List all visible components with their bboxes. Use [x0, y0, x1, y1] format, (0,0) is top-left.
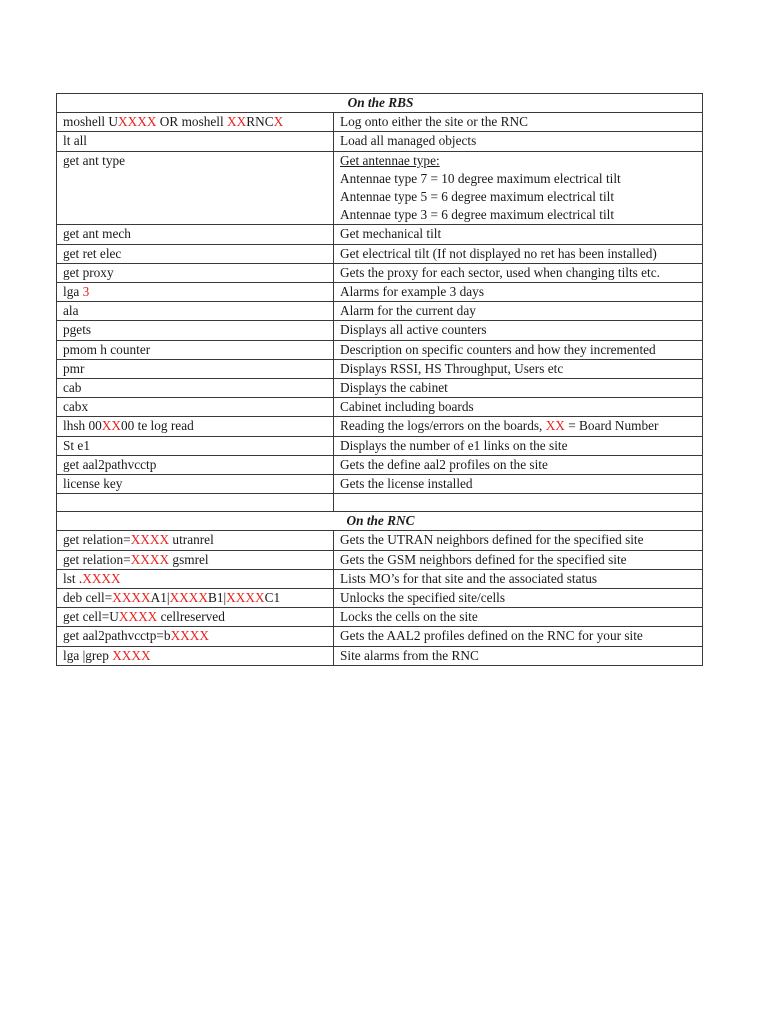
command-cell: get ant mech: [57, 225, 334, 244]
command-cell: ala: [57, 302, 334, 321]
table-row: [57, 302, 703, 321]
description-line: Antennae type 3 = 6 degree maximum electrical tilt: [340, 207, 615, 223]
empty-cell: [57, 494, 334, 512]
command-cell: get relation=XXXX gsmrel: [57, 550, 334, 569]
description-cell: Displays RSSI, HS Throughput, Users etc: [334, 359, 703, 378]
command-cell: lga 3: [57, 283, 334, 302]
table-row: [57, 417, 703, 436]
description-cell: [334, 151, 703, 225]
command-cell: get ant type: [57, 151, 334, 225]
description-cell: Gets the GSM neighbors defined for the specified site: [334, 550, 703, 569]
command-cell: get aal2pathvcctp=bXXXX: [57, 627, 334, 646]
table-row: [57, 398, 703, 417]
table-row: [57, 436, 703, 455]
section-header-row: [57, 512, 703, 531]
description-cell: Displays the number of e1 links on the site: [334, 436, 703, 455]
command-cell: lt all: [57, 132, 334, 151]
description-cell: Load all managed objects: [334, 132, 703, 151]
description-cell: Alarms for example 3 days: [334, 283, 703, 302]
command-cell: deb cell=XXXXA1|XXXXB1|XXXXC1: [57, 589, 334, 608]
command-cell: pgets: [57, 321, 334, 340]
command-cell: cab: [57, 379, 334, 398]
table-row: [57, 132, 703, 151]
command-cell: get ret elec: [57, 244, 334, 263]
spacer-row: [57, 494, 703, 512]
description-cell: Gets the define aal2 profiles on the site: [334, 455, 703, 474]
command-cell: moshell UXXXX OR moshell XXRNCX: [57, 113, 334, 132]
table-row: [57, 475, 703, 494]
description-cell: Alarm for the current day: [334, 302, 703, 321]
description-cell: Get mechanical tilt: [334, 225, 703, 244]
table-row: [57, 589, 703, 608]
table-row: [57, 283, 703, 302]
table-row: [57, 225, 703, 244]
table-row: [57, 359, 703, 378]
table-row: [57, 113, 703, 132]
command-cell: license key: [57, 475, 334, 494]
table-row: [57, 244, 703, 263]
table-row: [57, 608, 703, 627]
table-row: [57, 531, 703, 550]
table-row: [57, 550, 703, 569]
description-heading: Get antennae type:: [340, 152, 440, 168]
section-title-rnc: On the RNC: [57, 512, 703, 531]
description-line: Antennae type 5 = 6 degree maximum electrical tilt: [340, 189, 615, 205]
command-cell: cabx: [57, 398, 334, 417]
section-title-rbs: On the RBS: [57, 94, 703, 113]
description-cell: Site alarms from the RNC: [334, 646, 703, 665]
command-cell: St e1: [57, 436, 334, 455]
description-cell: Gets the UTRAN neighbors defined for the specified site: [334, 531, 703, 550]
table-row: [57, 321, 703, 340]
table-row: [57, 379, 703, 398]
table-row: [57, 455, 703, 474]
table-row: [57, 340, 703, 359]
section-header-row: [57, 94, 703, 113]
command-cell: pmr: [57, 359, 334, 378]
command-cell: pmom h counter: [57, 340, 334, 359]
table-row: [57, 646, 703, 665]
description-cell: Displays the cabinet: [334, 379, 703, 398]
table-row: [57, 151, 703, 225]
description-cell: Description on specific counters and how they incremented: [334, 340, 703, 359]
table-row: [57, 627, 703, 646]
description-cell: Gets the license installed: [334, 475, 703, 494]
description-cell: Locks the cells on the site: [334, 608, 703, 627]
table-row: [57, 569, 703, 588]
command-cell: get aal2pathvcctp: [57, 455, 334, 474]
command-cell: lhsh 00XX00 te log read: [57, 417, 334, 436]
description-cell: Unlocks the specified site/cells: [334, 589, 703, 608]
empty-cell: [334, 494, 703, 512]
command-cell: lga |grep XXXX: [57, 646, 334, 665]
command-table: [56, 93, 703, 666]
description-cell: Lists MO’s for that site and the associated status: [334, 569, 703, 588]
command-cell: get proxy: [57, 263, 334, 282]
description-cell: Gets the AAL2 profiles defined on the RNC for your site: [334, 627, 703, 646]
description-cell: Cabinet including boards: [334, 398, 703, 417]
command-cell: get cell=UXXXX cellreserved: [57, 608, 334, 627]
table-row: [57, 263, 703, 282]
description-cell: Gets the proxy for each sector, used when changing tilts etc.: [334, 263, 703, 282]
description-line: Antennae type 7 = 10 degree maximum electrical tilt: [340, 170, 621, 186]
command-cell: lst .XXXX: [57, 569, 334, 588]
description-cell: Displays all active counters: [334, 321, 703, 340]
description-cell: Log onto either the site or the RNC: [334, 113, 703, 132]
description-cell: Reading the logs/errors on the boards, XX = Board Number: [334, 417, 703, 436]
description-cell: Get electrical tilt (If not displayed no ret has been installed): [334, 244, 703, 263]
command-cell: get relation=XXXX utranrel: [57, 531, 334, 550]
